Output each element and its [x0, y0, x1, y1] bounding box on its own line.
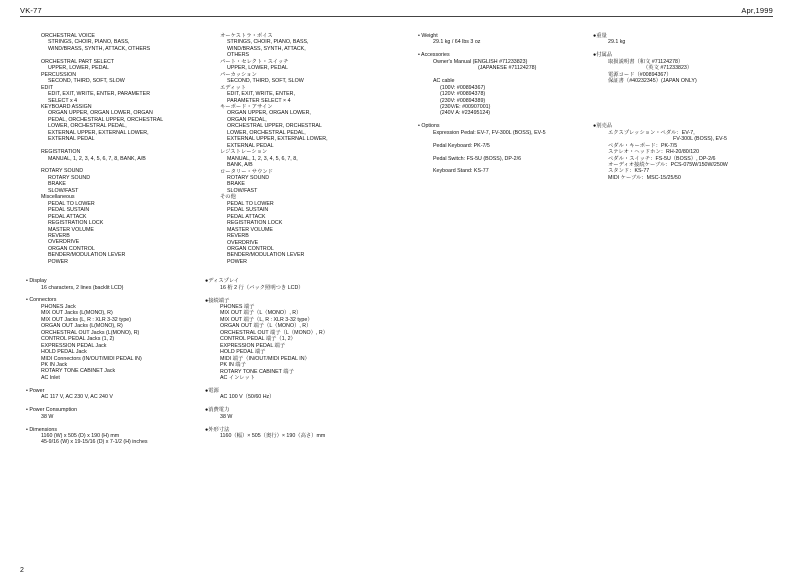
spec-line: PHONES 端子	[220, 303, 255, 310]
spec-line: FV-300L (BOSS), EV-5	[673, 136, 727, 143]
spec-line: (100V: #00894367)	[440, 84, 486, 91]
spec-line: MIX OUT Jacks (L(MONO), R)	[41, 310, 113, 317]
spec-line: ORGAN PEDAL,	[227, 116, 267, 123]
spec-line: EXTERNAL UPPER, EXTERNAL LOWER,	[227, 136, 328, 143]
spec-line: PHONES Jack	[41, 303, 76, 310]
spec-line: UPPER, LOWER, PEDAL	[227, 65, 288, 72]
spec-line: STRINGS, CHOIR, PIANO, BASS,	[227, 39, 309, 46]
spec-line: EXPRESSION PEDAL Jack	[41, 342, 107, 349]
spec-line: ペダル・スイッチ：FS-5U（BOSS）, DP-2/6	[608, 155, 716, 162]
spec-line: ROTARY SOUND	[41, 168, 84, 175]
spec-line: ●電源	[205, 387, 219, 394]
spec-line: レジストレーション	[220, 149, 268, 156]
spec-line: KEYBOARD ASSIGN	[41, 103, 92, 110]
spec-line: 16 characters, 2 lines (backlit LCD)	[41, 284, 124, 291]
spec-line: EXTERNAL PEDAL	[227, 142, 274, 149]
spec-line: Expression Pedal: EV-7, FV-300L (BOSS), EV-5	[433, 129, 546, 136]
spec-line: ROTARY TONE CABINET Jack	[41, 368, 116, 375]
spec-line: MANUAL, 1, 2, 3, 4, 5, 6, 7, 8,	[227, 155, 298, 162]
spec-line: ペダル・キーボード：PK-7/5	[608, 142, 678, 149]
spec-line: ROTARY SOUND	[227, 174, 270, 181]
spec-line: BANK, A/B	[227, 162, 253, 169]
spec-line: MIX OUT Jacks (L, R : XLR 3-32 type)	[41, 316, 131, 323]
spec-line: エクスプレッション・ペダル：EV-7,	[608, 129, 695, 136]
spec-line: ORGAN CONTROL	[48, 245, 95, 252]
spec-line: WIND/BRASS, SYNTH, ATTACK, OTHERS	[48, 45, 151, 52]
spec-line: • Connectors	[26, 297, 57, 304]
spec-line: PEDAL ATTACK	[227, 213, 266, 220]
header-rule	[20, 16, 773, 17]
spec-line: EXPRESSION PEDAL 端子	[220, 342, 286, 349]
spec-line: ●付属品	[593, 52, 613, 59]
spec-line: PK IN Jack	[41, 362, 68, 369]
spec-line: 1160 (W) x 505 (D) x 190 (H) mm	[41, 432, 120, 439]
spec-line: (JAPANESE #71124278)	[478, 65, 537, 72]
spec-line: キーボード・アサイン	[220, 103, 273, 110]
spec-line: （英文 #71233823）	[643, 65, 693, 72]
spec-column-japanese-2	[593, 33, 778, 181]
spec-line: ●重量	[593, 33, 607, 39]
spec-line: 38 W	[220, 413, 233, 420]
spec-line: PEDAL SUSTAIN	[227, 207, 269, 214]
spec-line: ●接続端子	[205, 297, 230, 304]
spec-line: Pedal Keyboard: PK-7/5	[433, 142, 490, 149]
spec-line: AC cable	[433, 78, 455, 85]
spec-line: EDIT, EXIT, WRITE, ENTER,	[227, 91, 295, 98]
spec-line: 16 桁 2 行（バック照明つき LCD）	[220, 284, 304, 291]
spec-column-english-1	[26, 33, 201, 446]
spec-line: パート・セレクト・スイッチ	[220, 58, 289, 65]
spec-line: UPPER, LOWER, PEDAL	[48, 65, 109, 72]
spec-line: CONTROL PEDAL 端子（1, 2）	[220, 336, 296, 343]
spec-line: ●ディスプレイ	[205, 278, 240, 285]
spec-line: ロータリー・サウンド	[220, 168, 273, 175]
spec-line: ORGAN CONTROL	[227, 245, 274, 252]
spec-line: 45-9/16 (W) x 19-15/16 (D) x 7-1/2 (H) inches	[41, 439, 148, 446]
spec-line: オーディオ接続ケーブル：PCS-075W/150W/250W	[608, 161, 728, 168]
spec-line: BRAKE	[48, 181, 66, 188]
spec-line: BRAKE	[227, 181, 245, 188]
spec-line: PARAMETER SELECT × 4	[227, 97, 291, 104]
spec-line: 1160（幅）× 505（奥行）× 190（高さ）mm	[220, 433, 326, 439]
spec-line: その他	[220, 194, 236, 201]
spec-line: • Weight	[418, 33, 438, 39]
spec-line: PEDAL TO LOWER	[48, 200, 95, 207]
spec-line: EXTERNAL UPPER, EXTERNAL LOWER,	[48, 129, 149, 136]
spec-line: • Accessories	[418, 52, 450, 59]
spec-line: MANUAL, 1, 2, 3, 4, 5, 6, 7, 8, BANK, A/B	[48, 155, 146, 162]
spec-line: OVERDRIVE	[227, 239, 259, 246]
spec-line: オーケストラ・ボイス	[220, 33, 273, 39]
spec-line: LOWER, ORCHESTRAL PEDAL,	[48, 123, 127, 130]
spec-line: POWER	[227, 258, 248, 265]
spec-line: スタンド：KS-77	[608, 168, 650, 175]
spec-line: ROTARY SOUND	[48, 174, 91, 181]
spec-line: Pedal Switch: FS-5U (BOSS), DP-2/6	[433, 155, 522, 162]
spec-line: (230V: #00894389)	[440, 97, 486, 104]
spec-line: (240V A: #23495124)	[440, 110, 491, 117]
spec-line: POWER	[48, 258, 69, 265]
spec-line: 29.1 kg	[608, 39, 626, 46]
spec-line: パーカッション	[220, 71, 257, 78]
spec-line: ORGAN OUT 端子（L（MONO）, R）	[220, 323, 312, 330]
spec-line: Miscellaneous	[41, 194, 75, 201]
spec-line: • Power Consumption	[26, 407, 78, 414]
spec-line: ORCHESTRAL UPPER, ORCHESTRAL	[227, 123, 322, 130]
spec-line: MASTER VOLUME	[48, 226, 94, 233]
spec-line: PERCUSSION	[41, 71, 77, 78]
spec-line: AC 100 V（50/60 Hz）	[220, 394, 275, 401]
spec-line: HOLD PEDAL Jack	[41, 349, 87, 356]
spec-line: REGISTRATION	[41, 149, 81, 156]
spec-line: HOLD PEDAL 端子	[220, 349, 266, 356]
spec-line: SLOW/FAST	[227, 187, 258, 194]
spec-line: 29.1 kg / 64 lbs 3 oz	[433, 39, 481, 46]
spec-line: 保証書（#40232345）(JAPAN ONLY)	[608, 78, 697, 85]
spec-line: MIDI 端子（IN/OUT/MIDI PEDAL IN）	[220, 355, 310, 362]
spec-line: EDIT, EXIT, WRITE, ENTER, PARAMETER	[48, 91, 151, 98]
spec-line: PEDAL, ORCHESTRAL UPPER, ORCHESTRAL	[48, 116, 164, 123]
spec-line: MIX OUT 端子（L, R : XLR 3-32 type）	[220, 316, 313, 323]
spec-line: MIDI Connectors (IN/OUT/MIDI PEDAL IN)	[41, 355, 142, 362]
spec-line: CONTROL PEDAL Jacks (1, 2)	[41, 336, 115, 343]
spec-line: REGISTRATION LOCK	[227, 220, 283, 227]
spec-line: (120V: #00894378)	[440, 91, 486, 98]
spec-line: Keyboard Stand: KS-77	[433, 168, 489, 175]
spec-line: (230V/E: #00907001)	[440, 103, 491, 110]
spec-line: BENDER/MODULATION LEVER	[48, 252, 126, 259]
spec-line: Owner's Manual (ENGLISH #71233823)	[433, 58, 528, 65]
spec-line: MIDI ケーブル：MSC-15/25/50	[608, 174, 681, 181]
spec-line: • Display	[26, 278, 47, 285]
spec-line: REGISTRATION LOCK	[48, 220, 104, 227]
spec-line: REVERB	[48, 233, 70, 239]
spec-line: ステレオ・ヘッドホン：RH-20/80/120	[608, 149, 700, 156]
spec-line: ORCHESTRAL OUT Jacks (L(MONO), R)	[41, 329, 140, 336]
spec-line: AC 117 V, AC 230 V, AC 240 V	[41, 394, 113, 401]
spec-line: REVERB	[227, 233, 249, 240]
spec-line: OVERDRIVE	[48, 239, 80, 246]
spec-line: エディット	[220, 84, 247, 91]
spec-line: EXTERNAL PEDAL	[48, 136, 95, 143]
spec-line: ORGAN UPPER, ORGAN LOWER, ORGAN	[48, 110, 153, 117]
spec-line: • Dimensions	[26, 426, 57, 433]
spec-line: OTHERS	[227, 52, 250, 59]
spec-line: LOWER, ORCHESTRAL PEDAL,	[227, 129, 306, 136]
spec-line: 取扱説明書（和文 #71124278）	[608, 58, 684, 65]
spec-line: ORCHESTRAL VOICE	[41, 33, 95, 39]
spec-line: ●外形寸法	[205, 426, 230, 433]
spec-line: MIX OUT 端子（L（MONO）, R）	[220, 310, 302, 317]
spec-line: ORCHESTRAL OUT 端子（L（MONO）, R）	[220, 329, 329, 336]
spec-line: AC インレット	[220, 374, 256, 381]
spec-line: ORCHESTRAL PART SELECT	[41, 58, 115, 65]
spec-column-english-2	[418, 33, 583, 175]
spec-line: • Power	[26, 387, 45, 394]
spec-line: ORGAN OUT Jacks (L(MONO), R)	[41, 323, 123, 330]
spec-line: PEDAL ATTACK	[48, 213, 87, 220]
header-date: Apr,1999	[741, 6, 773, 15]
spec-line: • Options	[418, 123, 440, 130]
spec-line: PEDAL SUSTAIN	[48, 207, 90, 214]
spec-line: EDIT	[41, 84, 54, 91]
spec-line: ORGAN UPPER, ORGAN LOWER,	[227, 110, 311, 117]
header-model: VK-77	[20, 6, 42, 15]
spec-line: 電源コード（#00894367）	[608, 71, 672, 78]
spec-line: AC Inlet	[41, 374, 60, 381]
spec-line: ROTARY TONE CABINET 端子	[220, 368, 294, 375]
spec-line: PEDAL TO LOWER	[227, 200, 274, 207]
spec-line: 38 W	[41, 413, 54, 420]
page-number: 2	[20, 567, 24, 574]
spec-line: SECOND, THIRD, SOFT, SLOW	[48, 78, 125, 85]
spec-line: MASTER VOLUME	[227, 226, 273, 233]
spec-column-japanese-1	[205, 33, 390, 439]
spec-line: STRINGS, CHOIR, PIANO, BASS,	[48, 39, 130, 46]
spec-line: PK IN 端子	[220, 362, 246, 369]
spec-line: BENDER/MODULATION LEVER	[227, 252, 305, 259]
spec-line: SLOW/FAST	[48, 187, 79, 194]
spec-line: SECOND, THIRD, SOFT, SLOW	[227, 78, 304, 85]
spec-line: SELECT x 4	[48, 97, 78, 104]
spec-line: WIND/BRASS, SYNTH, ATTACK,	[227, 45, 306, 52]
spec-line: ●別売品	[593, 123, 613, 130]
spec-line: ●消費電力	[205, 407, 230, 414]
